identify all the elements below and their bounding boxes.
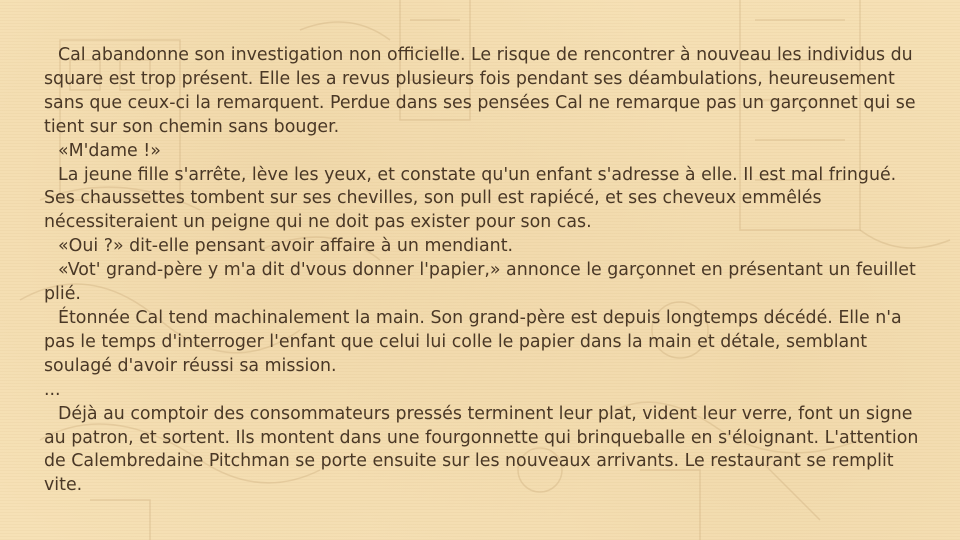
paragraph: Cal abandonne son investigation non officielle. Le risque de rencontrer à nouveau les individus du square est trop présent. Elle les a revus plusieurs fois pendant ses déambulations, heureusement sans que ceux-ci la remarquent. Perdue dans ses pensées Cal ne remarque pas un garçonnet qui se tient sur son chemin sans bouger. [44, 45, 916, 137]
paragraph: Étonnée Cal tend machinalement la main. Son grand-père est depuis longtemps décédé. Elle n'a pas le temps d'interroger l'enfant que celui lui colle le papier dans la main et détale, semblant soulagé d'avoir réussi sa mission. [44, 307, 902, 376]
paragraph: Déjà au comptoir des consommateurs pressés terminent leur plat, vident leur verre, font un signe au patron, et sortent. Ils montent dans une fourgonnette qui brinqueballe en s'éloignant. L'attention de Calembredaine Pitchman se porte ensuite sur les nouveaux arrivants. Le restaurant se remplit vite. [44, 403, 919, 496]
scene-break: ... [44, 379, 61, 400]
paragraph: «Vot' grand-père y m'a dit d'vous donner l'papier,» annonce le garçonnet en présentant un feuillet plié. [44, 260, 916, 305]
paragraph: «M'dame !» [58, 140, 161, 161]
paragraph: La jeune fille s'arrête, lève les yeux, et constate qu'un enfant s'adresse à elle. Il est mal fringué. Ses chaussettes tombent sur ses chevilles, son pull est rapiécé, et ses cheveux emmêlés nécessiteraient un peigne qui ne doit pas exister pour son cas. [44, 164, 897, 233]
paragraph: «Oui ?» dit-elle pensant avoir affaire à un mendiant. [58, 236, 514, 257]
story-text [44, 44, 924, 498]
